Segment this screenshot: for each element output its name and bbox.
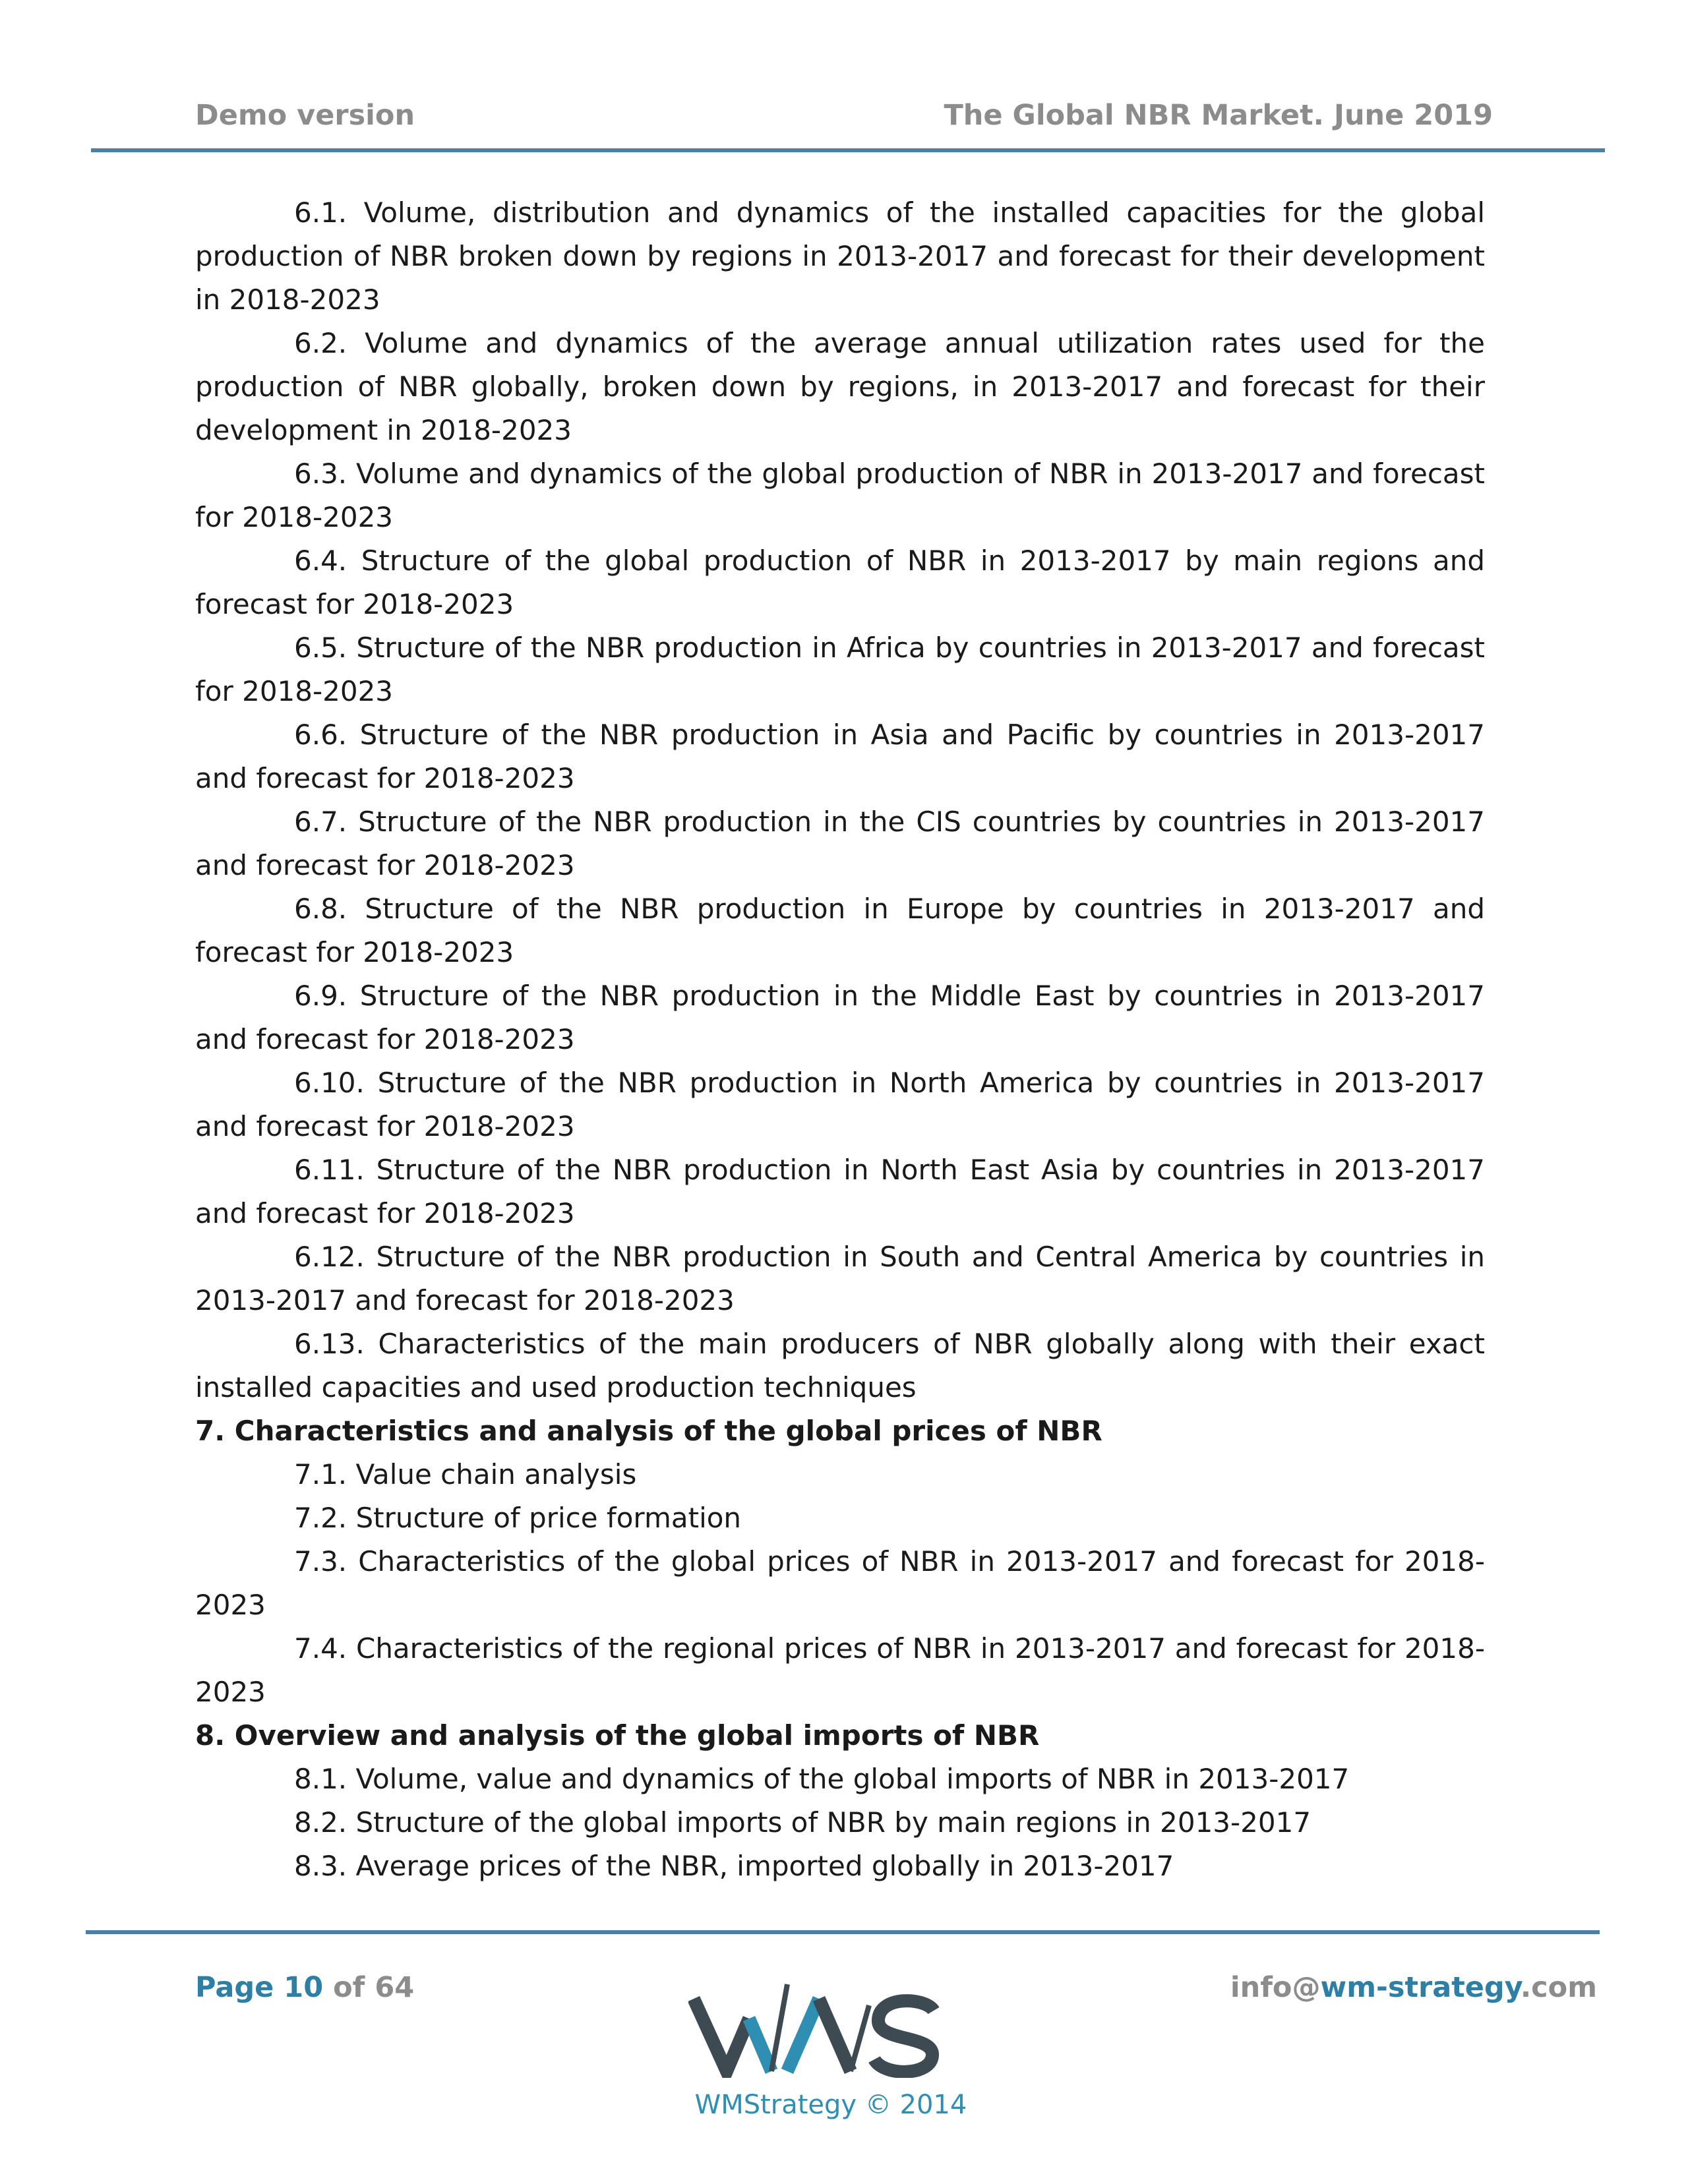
- page-current: 10: [284, 1971, 324, 2004]
- toc-entry: 8.3. Average prices of the NBR, imported globally in 2013-2017: [294, 1850, 1174, 1882]
- toc-entry: 6.7. Structure of the NBR production in the CIS countries by countries in 2013-2017 and forecast for 2018-2023: [195, 806, 1485, 881]
- toc-entry: 6.3. Volume and dynamics of the global production of NBR in 2013-2017 and forecast for 2018-2023: [195, 457, 1485, 533]
- email-tld: .com: [1520, 1971, 1597, 2004]
- page-number: [195, 1971, 414, 2004]
- footer-divider: [86, 1930, 1600, 1934]
- toc-entry: 6.13. Characteristics of the main producers of NBR globally along with their exact installed capacities and used production techniques: [195, 1328, 1485, 1403]
- toc-entry: 7.3. Characteristics of the global prices of NBR in 2013-2017 and forecast for 2018-2023: [195, 1545, 1485, 1621]
- copyright-text: WMStrategy © 2014: [694, 2090, 967, 2120]
- toc-entry: 6.5. Structure of the NBR production in Africa by countries in 2013-2017 and forecast for 2018-2023: [195, 632, 1485, 707]
- page-prefix: Page: [195, 1971, 284, 2004]
- section-heading: 7. Characteristics and analysis of the global prices of NBR: [195, 1415, 1102, 1447]
- toc-entry: 6.12. Structure of the NBR production in South and Central America by countries in 2013-2017 and forecast for 2018-2023: [195, 1241, 1485, 1316]
- header-divider: [91, 148, 1605, 152]
- page-header: [195, 99, 1493, 138]
- toc-entry: 7.1. Value chain analysis: [294, 1458, 637, 1490]
- toc-entry: 6.6. Structure of the NBR production in Asia and Pacific by countries in 2013-2017 and forecast for 2018-2023: [195, 719, 1485, 794]
- toc-entry: 6.2. Volume and dynamics of the average annual utilization rates used for the production of NBR globally, broken down by regions, in 2013-2017 and forecast for their development in 2018-2023: [195, 327, 1485, 446]
- header-demo-label: Demo version: [195, 99, 415, 132]
- toc-entry: 6.8. Structure of the NBR production in Europe by countries in 2013-2017 and forecast for 2018-2023: [195, 893, 1485, 968]
- toc-entry: 7.2. Structure of price formation: [294, 1502, 742, 1534]
- header-document-title: The Global NBR Market. June 2019: [944, 99, 1493, 132]
- toc-entry: 7.4. Characteristics of the regional prices of NBR in 2013-2017 and forecast for 2018-2023: [195, 1632, 1485, 1708]
- section-heading: 8. Overview and analysis of the global imports of NBR: [195, 1719, 1040, 1752]
- contact-email[interactable]: [1230, 1971, 1597, 2004]
- wms-logo-icon: [688, 1979, 952, 2078]
- toc-entry: 8.1. Volume, value and dynamics of the global imports of NBR in 2013-2017: [294, 1763, 1350, 1795]
- toc-entry: 8.2. Structure of the global imports of NBR by main regions in 2013-2017: [294, 1806, 1311, 1839]
- page-total: 64: [375, 1971, 415, 2004]
- toc-entry: 6.11. Structure of the NBR production in North East Asia by countries in 2013-2017 and forecast for 2018-2023: [195, 1154, 1485, 1229]
- toc-content: [195, 191, 1485, 1888]
- toc-entry: 6.4. Structure of the global production of NBR in 2013-2017 by main regions and forecast for 2018-2023: [195, 545, 1485, 620]
- page-of: of: [323, 1971, 375, 2004]
- toc-entry: 6.10. Structure of the NBR production in North America by countries in 2013-2017 and forecast for 2018-2023: [195, 1067, 1485, 1142]
- toc-entry: 6.1. Volume, distribution and dynamics of the installed capacities for the global production of NBR broken down by regions in 2013-2017 and forecast for their development in 2018-2023: [195, 196, 1485, 316]
- email-user: info@: [1230, 1971, 1321, 2004]
- email-domain: wm-strategy: [1320, 1971, 1521, 2004]
- toc-entry: 6.9. Structure of the NBR production in the Middle East by countries in 2013-2017 and forecast for 2018-2023: [195, 980, 1485, 1055]
